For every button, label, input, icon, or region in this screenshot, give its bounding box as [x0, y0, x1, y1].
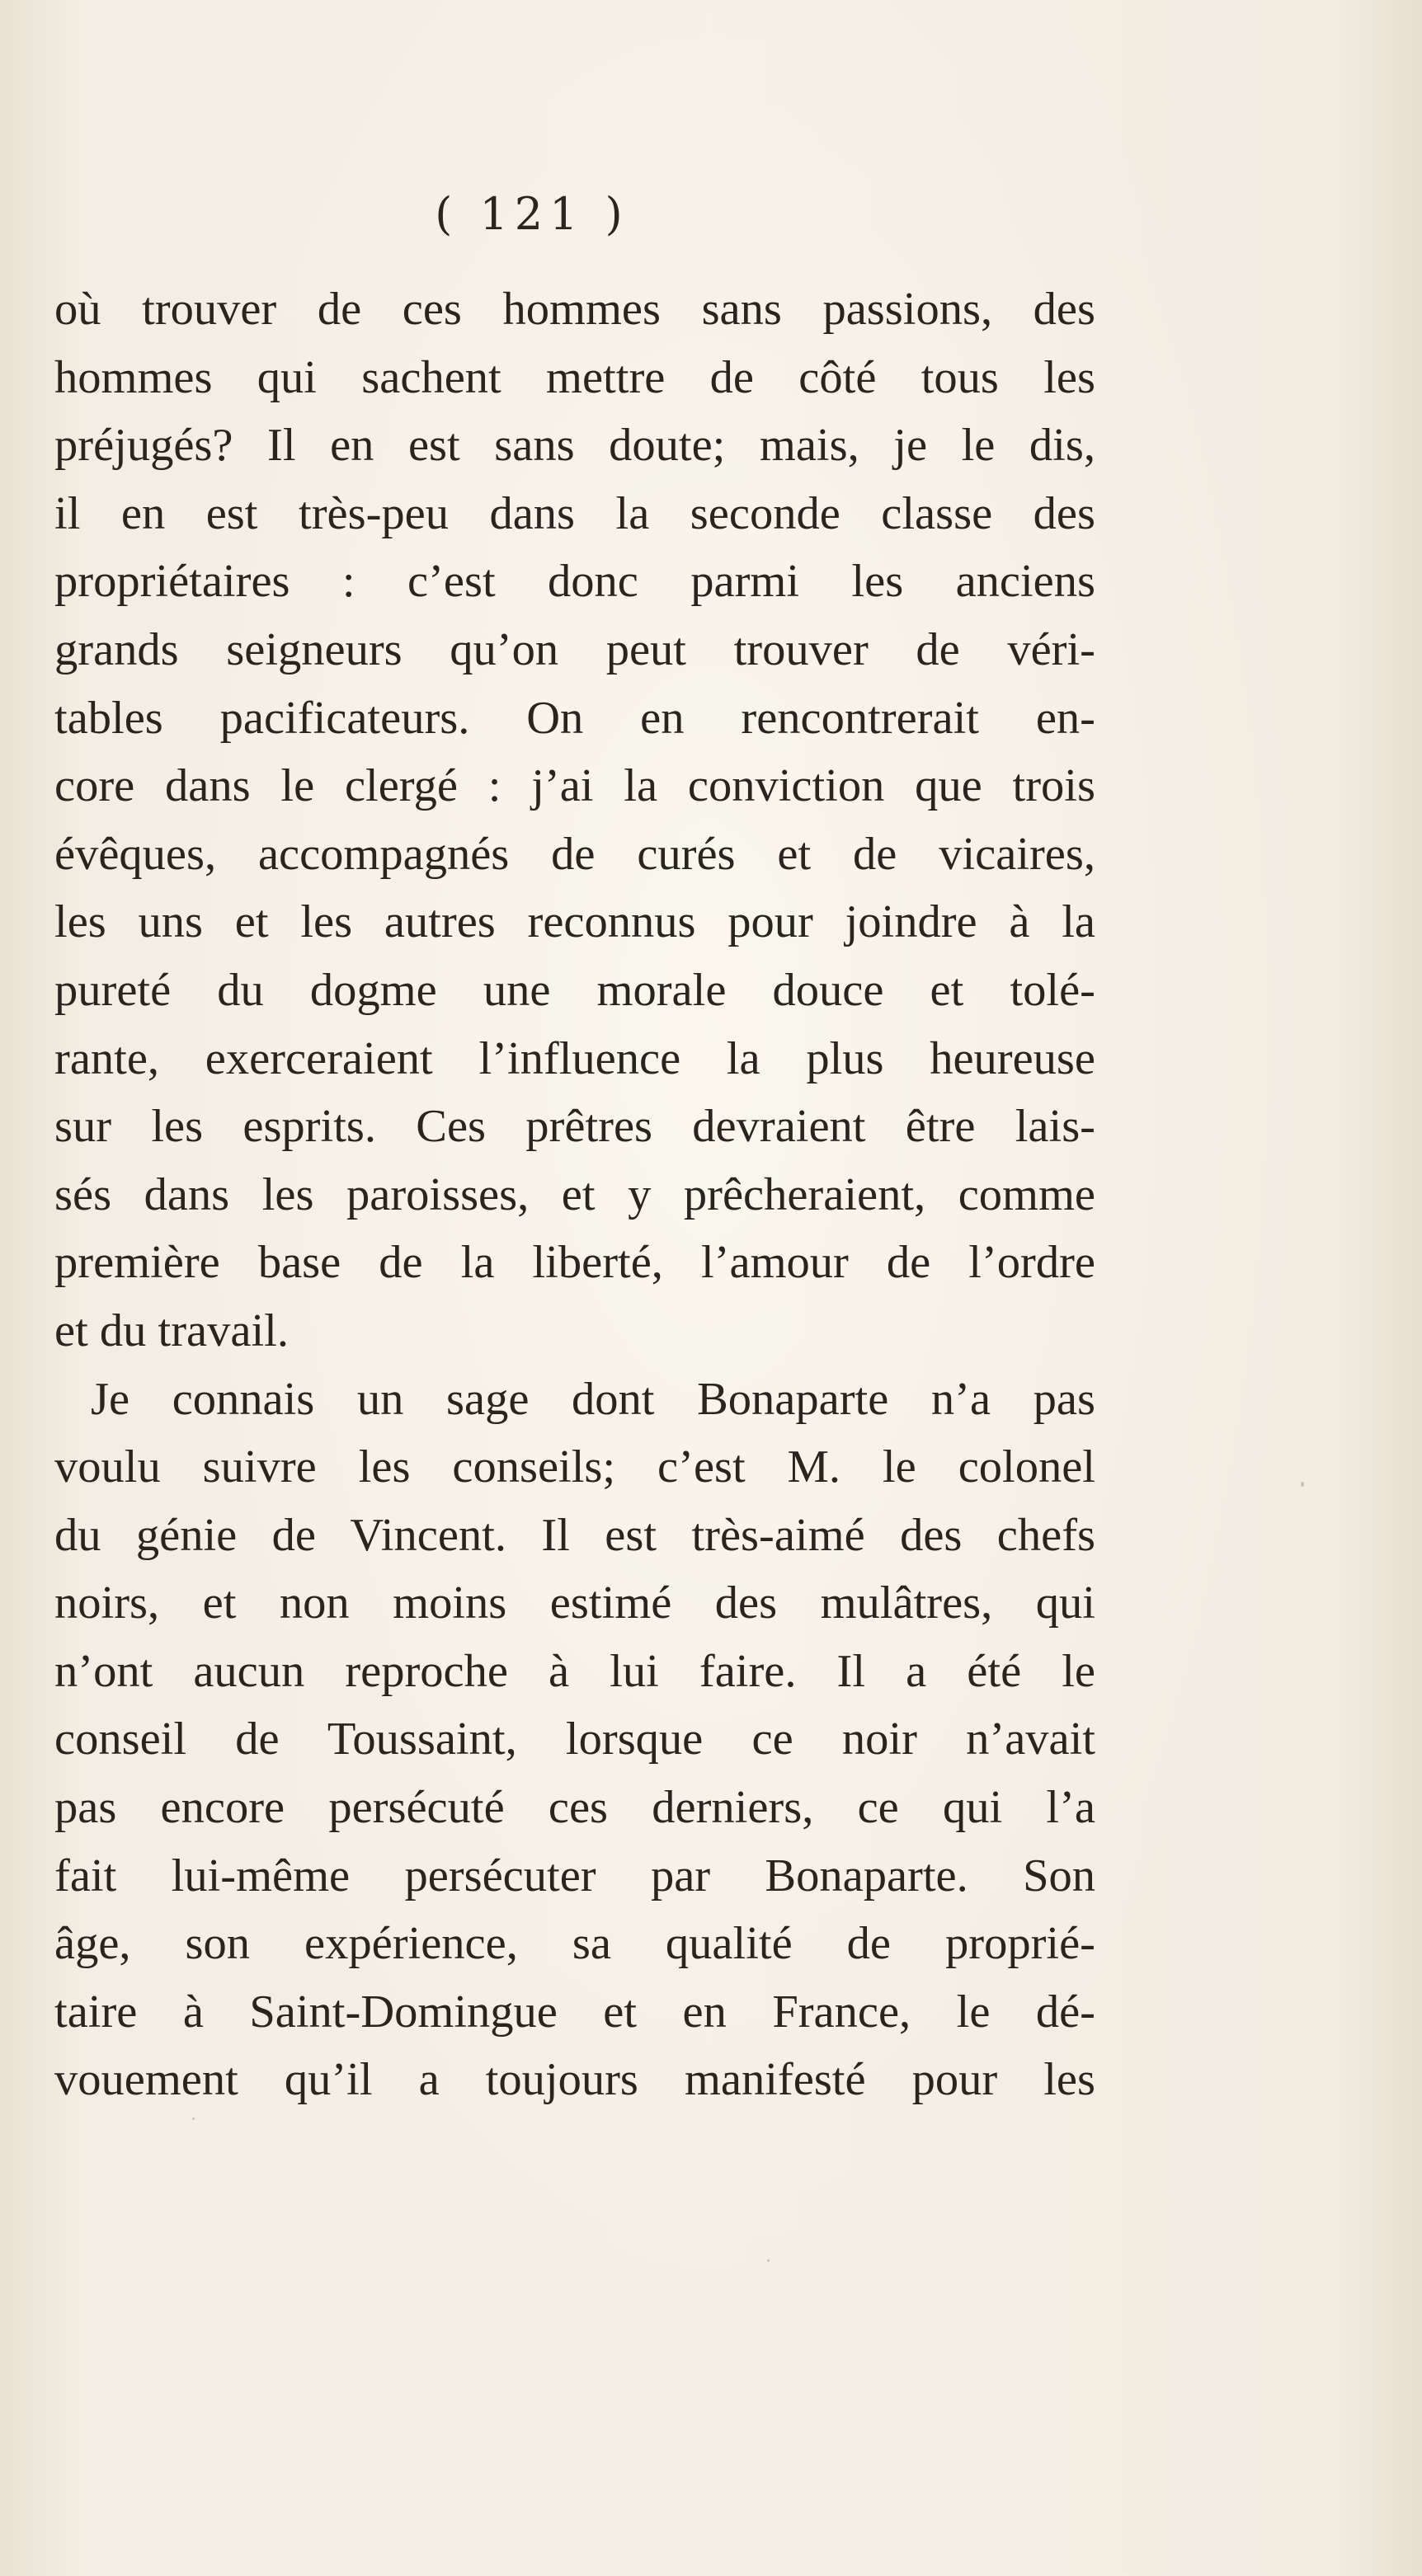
body-text — [54, 275, 1095, 2114]
text-line: pureté du dogme une morale douce et tolé- — [54, 964, 1095, 1016]
text-line: première base de la liberté, l’amour de l’ordre — [54, 1237, 1095, 1289]
text-line: n’ont aucun reproche à lui faire. Il a été le — [54, 1645, 1095, 1697]
page-number: ( 121 ) — [435, 188, 629, 240]
text-line: taire à Saint-Domingue et en France, le dé- — [54, 1986, 1095, 2038]
text-line: hommes qui sachent mettre de côté tous les — [54, 351, 1095, 403]
text-line: core dans le clergé : j’ai la conviction que trois — [54, 760, 1095, 812]
text-line: rante, exerceraient l’influence la plus heureuse — [54, 1032, 1095, 1084]
text-line: fait lui-même persécuter par Bonaparte. Son — [54, 1850, 1095, 1901]
text-line: préjugés? Il en est sans doute; mais, je le dis, — [54, 420, 1095, 472]
text-line: âge, son expérience, sa qualité de proprié- — [54, 1918, 1095, 1970]
text-line: voulu suivre les conseils; c’est M. le colonel — [54, 1441, 1095, 1493]
text-line-first: Je connais un sage dont Bonaparte n’a pas — [91, 1373, 1095, 1425]
paper-speck — [767, 2259, 770, 2262]
text-line: grands seigneurs qu’on peut trouver de véri- — [54, 623, 1095, 675]
text-line: tables pacificateurs. On en rencontrerait en- — [54, 692, 1095, 744]
text-line: évêques, accompagnés de curés et de vicaires, — [54, 828, 1095, 880]
text-line: il en est très-peu dans la seconde classe des — [54, 487, 1095, 539]
text-line: les uns et les autres reconnus pour joindre à la — [54, 896, 1095, 948]
text-line-last: et du travail. — [54, 1304, 289, 1356]
paragraph-2 — [54, 1366, 1095, 2115]
paragraph-1 — [54, 275, 1095, 1366]
text-line: sur les esprits. Ces prêtres devraient être lais- — [54, 1101, 1095, 1153]
text-line: où trouver de ces hommes sans passions, des — [54, 284, 1095, 335]
text-line: conseil de Toussaint, lorsque ce noir n’avait — [54, 1713, 1095, 1765]
text-line: sés dans les paroisses, et y prêcheraient, comme — [54, 1168, 1095, 1220]
text-line: pas encore persécuté ces derniers, ce qui l’a — [54, 1782, 1095, 1834]
text-line: vouement qu’il a toujours manifesté pour les — [54, 2054, 1095, 2106]
text-line: du génie de Vincent. Il est très-aimé des chefs — [54, 1509, 1095, 1561]
paper-speck — [1301, 1482, 1304, 1487]
text-line: propriétaires : c’est donc parmi les anciens — [54, 556, 1095, 608]
paper-speck — [192, 2118, 195, 2120]
text-line: noirs, et non moins estimé des mulâtres, qui — [54, 1577, 1095, 1629]
